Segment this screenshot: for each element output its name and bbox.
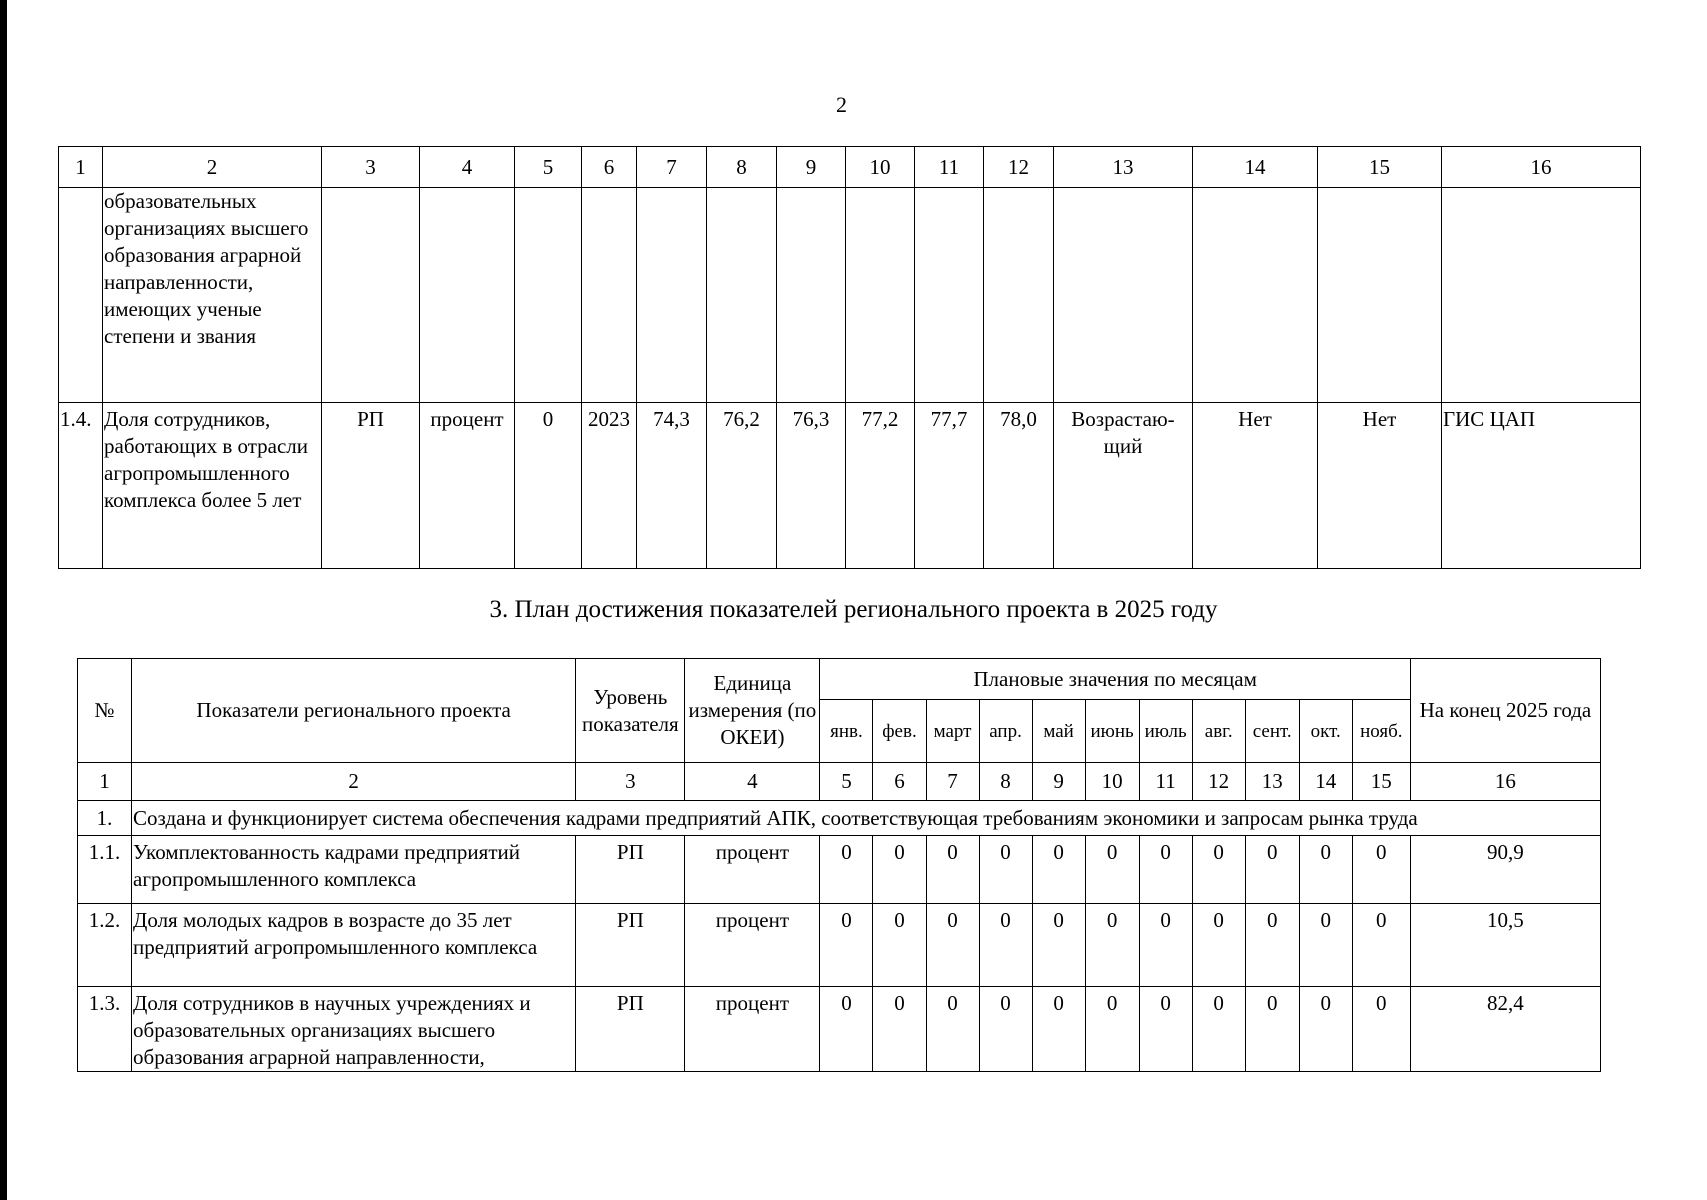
row-number: 1.1. [78,836,132,904]
header-level: Уровень показателя [576,659,685,763]
value-sep: 0 [1245,836,1299,904]
col-num-11: 11 [1139,763,1192,801]
indicator-level: РП [322,403,420,569]
column-numbers-row [78,763,1601,801]
row-number: 1.3. [78,987,132,1072]
indicator-level: РП [576,987,685,1072]
indicator-level: РП [576,904,685,987]
col-num-3: 3 [576,763,685,801]
header-number: № [78,659,132,763]
col-num-9: 9 [1032,763,1085,801]
col-num-15: 15 [1352,763,1410,801]
col-num-13: 13 [1245,763,1299,801]
value-col-9: 76,3 [777,403,846,569]
value-jan: 0 [820,836,873,904]
month-apr: апр. [979,700,1032,763]
indicator-unit: процент [420,403,515,569]
value-end-of-year: 82,4 [1410,987,1600,1072]
col-num-3: 3 [322,147,420,188]
value-jan: 0 [820,904,873,987]
header-indicators: Показатели регионального проекта [132,659,576,763]
col-num-13: 13 [1054,147,1193,188]
indicator-name: Доля сотрудников в научных учреждениях и образовательных организациях высшего образования аграрной направленности, [132,987,576,1072]
col-num-2: 2 [103,147,322,188]
col-num-12: 12 [1192,763,1245,801]
col-num-4: 4 [420,147,515,188]
col-num-5: 5 [820,763,873,801]
value-aug: 0 [1192,904,1245,987]
value-col-8: 76,2 [707,403,777,569]
value-jun: 0 [1085,904,1139,987]
value-jun: 0 [1085,987,1139,1072]
header-row [78,659,1601,700]
month-may: май [1032,700,1085,763]
value-feb: 0 [873,836,926,904]
value-col-12: 78,0 [984,403,1054,569]
value-col-10: 77,2 [846,403,915,569]
group-title: Создана и функционирует система обеспечения кадрами предприятий АПК, соответствующая требованиям экономики и запросам рынка труда [132,801,1601,836]
value-may: 0 [1032,836,1085,904]
col-num-16: 16 [1442,147,1641,188]
value-jul: 0 [1139,904,1192,987]
col-num-15: 15 [1318,147,1442,188]
value-oct: 0 [1299,987,1352,1072]
value-nov: 0 [1352,987,1410,1072]
value-jan: 0 [820,987,873,1072]
col-num-2: 2 [132,763,576,801]
value-feb: 0 [873,904,926,987]
page-number: 2 [836,92,847,117]
value-apr: 0 [979,904,1032,987]
indicator-name: Доля сотрудников, работающих в отрасли агропромышленного комплекса более 5 лет [103,403,322,569]
row-number: 1.2. [78,904,132,987]
col-num-1: 1 [78,763,132,801]
group-row [78,801,1601,836]
base-year: 2023 [582,403,637,569]
col-num-4: 4 [685,763,820,801]
table-row [59,188,1641,403]
value-aug: 0 [1192,836,1245,904]
value-nov: 0 [1352,904,1410,987]
value-col-14: Нет [1193,403,1318,569]
value-col-7: 74,3 [637,403,707,569]
indicator-level: РП [576,836,685,904]
indicators-table-continued [58,146,1641,569]
month-jul: июль [1139,700,1192,763]
value-aug: 0 [1192,987,1245,1072]
value-oct: 0 [1299,904,1352,987]
col-num-6: 6 [873,763,926,801]
month-feb: фев. [873,700,926,763]
indicator-unit: процент [685,987,820,1072]
value-col-11: 77,7 [915,403,984,569]
month-sep: сент. [1245,700,1299,763]
indicator-unit: процент [685,836,820,904]
col-num-8: 8 [979,763,1032,801]
value-jul: 0 [1139,987,1192,1072]
col-num-7: 7 [637,147,707,188]
month-jan: янв. [820,700,873,763]
value-apr: 0 [979,836,1032,904]
month-nov: нояб. [1352,700,1410,763]
col-num-1: 1 [59,147,103,188]
indicator-unit: процент [685,904,820,987]
table-row [78,904,1601,987]
header-monthly-plan: Плановые значения по месяцам [820,659,1410,700]
value-col-15: Нет [1318,403,1442,569]
col-num-5: 5 [515,147,582,188]
table-row [59,403,1641,569]
value-jun: 0 [1085,836,1139,904]
trend-value: Возрастаю-щий [1054,403,1193,569]
col-num-10: 10 [1085,763,1139,801]
continued-indicator-name: образовательных организациях высшего образования аграрной направленности, имеющих ученые степени и звания [103,188,322,403]
month-oct: окт. [1299,700,1352,763]
value-mar: 0 [926,904,979,987]
col-num-16: 16 [1410,763,1600,801]
value-jul: 0 [1139,836,1192,904]
value-feb: 0 [873,987,926,1072]
indicator-name: Укомплектованность кадрами предприятий агропромышленного комплекса [132,836,576,904]
header-end-of-year: На конец 2025 года [1410,659,1600,763]
column-numbers-row [59,147,1641,188]
col-num-14: 14 [1193,147,1318,188]
header-unit: Единица измерения (по ОКЕИ) [685,659,820,763]
col-num-8: 8 [707,147,777,188]
col-num-14: 14 [1299,763,1352,801]
col-num-7: 7 [926,763,979,801]
value-sep: 0 [1245,904,1299,987]
value-sep: 0 [1245,987,1299,1072]
section-title: 3. План достижения показателей регионального проекта в 2025 году [489,596,1218,623]
value-end-of-year: 90,9 [1410,836,1600,904]
col-num-11: 11 [915,147,984,188]
month-mar: март [926,700,979,763]
table-row [78,836,1601,904]
monthly-plan-table [77,658,1601,1072]
month-aug: авг. [1192,700,1245,763]
base-value: 0 [515,403,582,569]
row-number: 1.4. [59,403,103,569]
value-oct: 0 [1299,836,1352,904]
col-num-6: 6 [582,147,637,188]
value-nov: 0 [1352,836,1410,904]
information-system: ГИС ЦАП [1442,403,1641,569]
value-mar: 0 [926,987,979,1072]
value-mar: 0 [926,836,979,904]
col-num-12: 12 [984,147,1054,188]
group-number: 1. [78,801,132,836]
col-num-9: 9 [777,147,846,188]
value-may: 0 [1032,904,1085,987]
value-end-of-year: 10,5 [1410,904,1600,987]
table-row [78,987,1601,1072]
indicator-name: Доля молодых кадров в возрасте до 35 лет предприятий агропромышленного комплекса [132,904,576,987]
col-num-10: 10 [846,147,915,188]
value-may: 0 [1032,987,1085,1072]
month-jun: июнь [1085,700,1139,763]
value-apr: 0 [979,987,1032,1072]
